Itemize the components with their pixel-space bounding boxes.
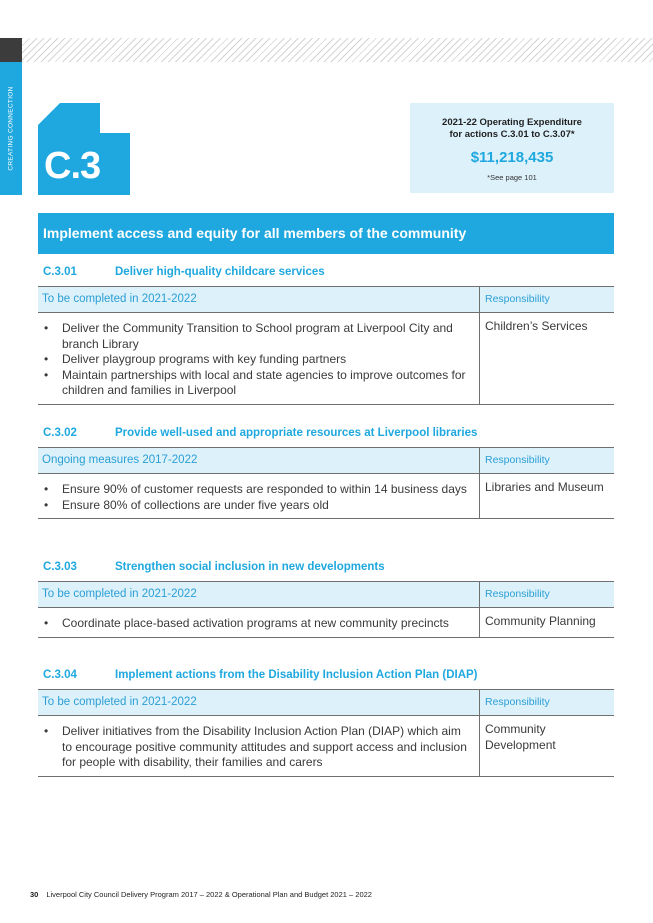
- table-header-row: [38, 690, 614, 716]
- action-table: [38, 447, 614, 519]
- period-header: Ongoing measures 2017-2022: [38, 448, 480, 473]
- section-title: Strengthen social inclusion in new developments: [115, 561, 385, 573]
- side-tab-label: CREATING CONNECTION: [7, 86, 15, 171]
- table-header-row: [38, 448, 614, 474]
- action-table: [38, 581, 614, 638]
- list-item: • Deliver playgroup programs with key funding partners: [42, 352, 473, 368]
- section-code: C.3.03: [43, 561, 77, 573]
- list-item: • Maintain partnerships with local and state agencies to improve outcomes for children and families in Liverpool: [42, 368, 473, 399]
- table-row: [38, 608, 614, 637]
- section-logo-text: C.3: [44, 145, 101, 187]
- period-header: To be completed in 2021-2022: [38, 287, 480, 312]
- section-code: C.3.01: [43, 266, 77, 278]
- action-list: [42, 616, 473, 632]
- side-tab: [0, 62, 22, 195]
- action-table: [38, 689, 614, 777]
- action-list: [42, 724, 473, 771]
- dark-tab-marker: [0, 38, 22, 62]
- action-table: [38, 286, 614, 405]
- responsibility-header: Responsibility: [485, 293, 550, 305]
- section-heading: [38, 419, 614, 447]
- list-item: • Coordinate place-based activation programs at new community precincts: [42, 616, 473, 632]
- period-header: To be completed in 2021-2022: [38, 690, 480, 715]
- list-item: • Ensure 80% of collections are under five years old: [42, 498, 473, 514]
- action-section: [38, 419, 614, 519]
- page-footer: [30, 890, 372, 899]
- expenditure-note: *See page 101: [487, 173, 537, 182]
- section-title: Provide well-used and appropriate resources at Liverpool libraries: [115, 427, 478, 439]
- expenditure-title-line2: for actions C.3.01 to C.3.07*: [449, 129, 575, 140]
- table-header-row: [38, 287, 614, 313]
- table-row: [38, 716, 614, 776]
- action-section: [38, 661, 614, 777]
- objective-banner: Implement access and equity for all members of the community: [38, 213, 614, 254]
- page-number: 30: [30, 890, 39, 899]
- table-row: [38, 474, 614, 518]
- responsibility-cell: Community Development: [485, 722, 556, 752]
- responsibility-header: Responsibility: [485, 454, 550, 466]
- action-section: [38, 553, 614, 638]
- responsibility-cell: Community Planning: [485, 614, 596, 628]
- list-item: • Deliver the Community Transition to School program at Liverpool City and branch Library: [42, 321, 473, 352]
- expenditure-title-line1: 2021-22 Operating Expenditure: [442, 117, 582, 128]
- actions-cell: [38, 313, 480, 404]
- list-item: • Ensure 90% of customer requests are responded to within 14 business days: [42, 482, 473, 498]
- action-list: [42, 321, 473, 399]
- table-header-row: [38, 582, 614, 608]
- section-code: C.3.02: [43, 427, 77, 439]
- actions-cell: [38, 716, 480, 776]
- actions-cell: [38, 474, 480, 518]
- section-title: Deliver high-quality childcare services: [115, 266, 325, 278]
- table-row: [38, 313, 614, 404]
- responsibility-cell: Children’s Services: [485, 319, 588, 333]
- expenditure-amount: $11,218,435: [470, 149, 554, 166]
- section-title: Implement actions from the Disability Inclusion Action Plan (DIAP): [115, 669, 478, 681]
- expenditure-title: [410, 117, 614, 141]
- section-heading: [38, 661, 614, 689]
- actions-cell: [38, 608, 480, 637]
- footer-text: Liverpool City Council Delivery Program 2017 – 2022 & Operational Plan and Budget 2021 – 2022: [46, 890, 372, 899]
- responsibility-header: Responsibility: [485, 696, 550, 708]
- section-code: C.3.04: [43, 669, 77, 681]
- section-heading: [38, 258, 614, 286]
- responsibility-header: Responsibility: [485, 588, 550, 600]
- hatched-header-strip: [22, 38, 653, 62]
- list-item: • Deliver initiatives from the Disability Inclusion Action Plan (DIAP) which aim to encourage positive community attitudes and support access and inclusion for people with disability, their families and carers: [42, 724, 473, 771]
- responsibility-cell: Libraries and Museum: [485, 480, 604, 494]
- section-heading: [38, 553, 614, 581]
- period-header: To be completed in 2021-2022: [38, 582, 480, 607]
- expenditure-box: [410, 103, 614, 193]
- action-section: [38, 258, 614, 405]
- action-list: [42, 482, 473, 513]
